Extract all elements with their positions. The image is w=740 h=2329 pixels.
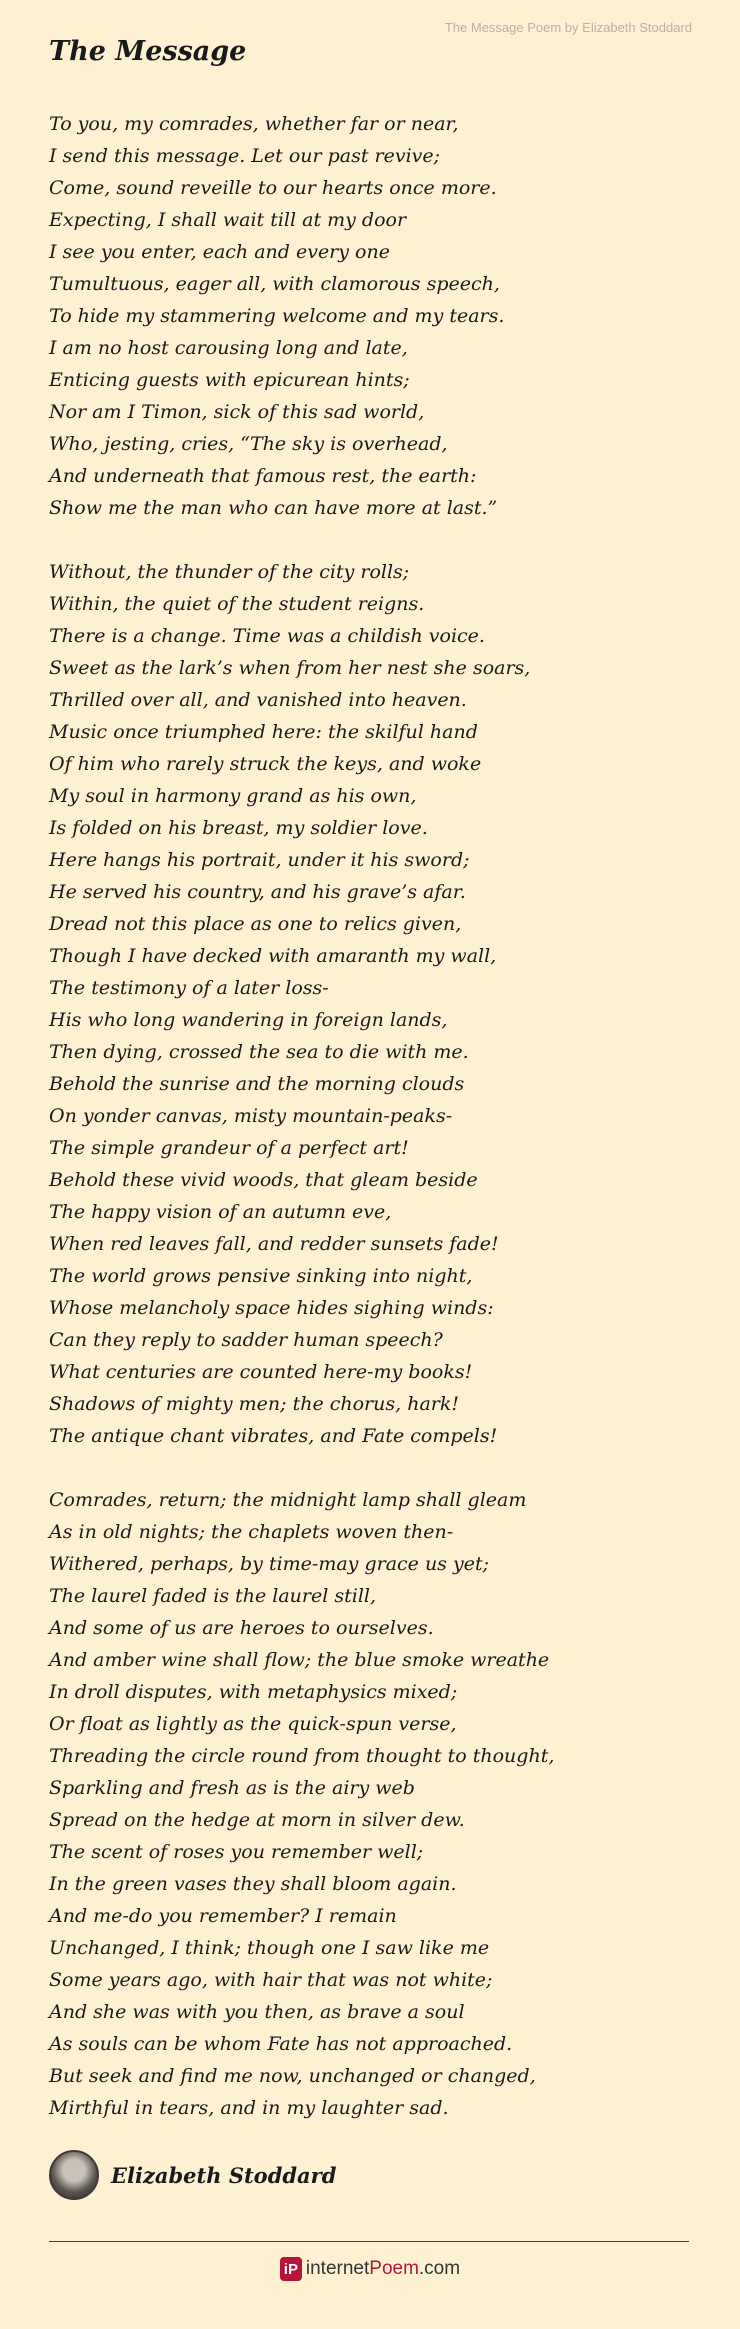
footer-divider [49,2241,689,2242]
poem-line: I send this message. Let our past revive; [49,145,441,167]
poem-line: My soul in harmony grand as his own, [49,785,417,807]
poem-line: Some years ago, with hair that was not white; [49,1969,493,1991]
poem-line: Dread not this place as one to relics given, [49,913,462,935]
poem-stanza [49,1484,699,2124]
brand-text-part3[interactable]: .com [418,2258,461,2279]
poem-line: He served his country, and his grave’s afar. [49,881,466,903]
poem-line: Who, jesting, cries, “The sky is overhead, [49,433,448,455]
page-credit: The Message Poem by Elizabeth Stoddard [444,20,692,35]
poem-line: Behold the sunrise and the morning clouds [49,1073,465,1095]
poem-line: And amber wine shall flow; the blue smoke wreathe [49,1649,550,1671]
poem-line: There is a change. Time was a childish voice. [49,625,485,647]
poem-line: Come, sound reveille to our hearts once more. [49,177,497,199]
poem-line: Or float as lightly as the quick-spun verse, [49,1713,457,1735]
poem-line: And me-do you remember? I remain [49,1905,397,1927]
poem-line: I am no host carousing long and late, [49,337,408,359]
poem-line: Without, the thunder of the city rolls; [49,561,410,583]
poem-line: Comrades, return; the midnight lamp shall gleam [49,1489,527,1511]
poem-line: The testimony of a later loss- [49,977,329,999]
poem-title: The Message [49,36,247,67]
poem-line: In the green vases they shall bloom again. [49,1873,457,1895]
poem-line: The happy vision of an autumn eve, [49,1201,392,1223]
poem-line: What centuries are counted here-my books! [49,1361,473,1383]
poem-line: Behold these vivid woods, that gleam beside [49,1169,478,1191]
poem-line: Though I have decked with amaranth my wall, [49,945,497,967]
poem-line: But seek and find me now, unchanged or changed, [49,2065,536,2087]
poem-line: Spread on the hedge at morn in silver dew. [49,1809,465,1831]
poem-line: As souls can be whom Fate has not approached. [49,2033,513,2055]
poem-line: Expecting, I shall wait till at my door [49,209,407,231]
poem-line: Shadows of mighty men; the chorus, hark! [49,1393,460,1415]
poem-line: His who long wandering in foreign lands, [49,1009,448,1031]
poem-line: The world grows pensive sinking into night, [49,1265,473,1287]
brand-text-part1[interactable]: internet [305,2258,370,2279]
brand-text-part2[interactable]: Poem [369,2258,419,2279]
poem-line: As in old nights; the chaplets woven then- [49,1521,454,1543]
poem-stanza [49,108,699,524]
poem-line: The scent of roses you remember well; [49,1841,424,1863]
poem-line: When red leaves fall, and redder sunsets fade! [49,1233,499,1255]
poem-line: Within, the quiet of the student reigns. [49,593,425,615]
poem-line: Tumultuous, eager all, with clamorous speech, [49,273,500,295]
poem-line: And she was with you then, as brave a soul [49,2001,465,2023]
poem-line: Then dying, crossed the sea to die with me. [49,1041,469,1063]
poem-line: Music once triumphed here: the skilful hand [49,721,478,743]
poem-body [49,108,699,2156]
poem-line: Mirthful in tears, and in my laughter sad. [49,2097,449,2119]
poem-line: Is folded on his breast, my soldier love. [49,817,428,839]
poem-line: Unchanged, I think; though one I saw like me [49,1937,490,1959]
poem-line: To you, my comrades, whether far or near, [49,113,459,135]
poem-line: Threading the circle round from thought to thought, [49,1745,555,1767]
site-footer[interactable] [0,2257,740,2281]
poem-line: And underneath that famous rest, the earth: [49,465,477,487]
poem-line: On yonder canvas, misty mountain-peaks- [49,1105,453,1127]
author-portrait-icon[interactable] [49,2150,99,2200]
poem-line: The simple grandeur of a perfect art! [49,1137,409,1159]
poem-line: I see you enter, each and every one [49,241,390,263]
poem-line: In droll disputes, with metaphysics mixed; [49,1681,458,1703]
author-name-link[interactable]: Elizabeth Stoddard [111,2162,337,2188]
internetpoem-logo-icon[interactable]: iP [280,2257,302,2281]
poem-line: Whose melancholy space hides sighing winds: [49,1297,494,1319]
poem-line: Show me the man who can have more at last.” [49,497,498,519]
poem-line: Enticing guests with epicurean hints; [49,369,410,391]
poem-line: Nor am I Timon, sick of this sad world, [49,401,425,423]
poem-line: Sweet as the lark’s when from her nest she soars, [49,657,531,679]
author-row[interactable] [49,2150,336,2200]
poem-stanza [49,556,699,1452]
poem-line: Withered, perhaps, by time-may grace us yet; [49,1553,489,1575]
poem-line: Can they reply to sadder human speech? [49,1329,443,1351]
poem-line: Of him who rarely struck the keys, and woke [49,753,482,775]
poem-line: Here hangs his portrait, under it his sword; [49,849,470,871]
poem-line: The antique chant vibrates, and Fate compels! [49,1425,498,1447]
poem-line: The laurel faded is the laurel still, [49,1585,377,1607]
poem-line: To hide my stammering welcome and my tears. [49,305,505,327]
poem-line: Thrilled over all, and vanished into heaven. [49,689,467,711]
poem-line: And some of us are heroes to ourselves. [49,1617,434,1639]
poem-line: Sparkling and fresh as is the airy web [49,1777,415,1799]
